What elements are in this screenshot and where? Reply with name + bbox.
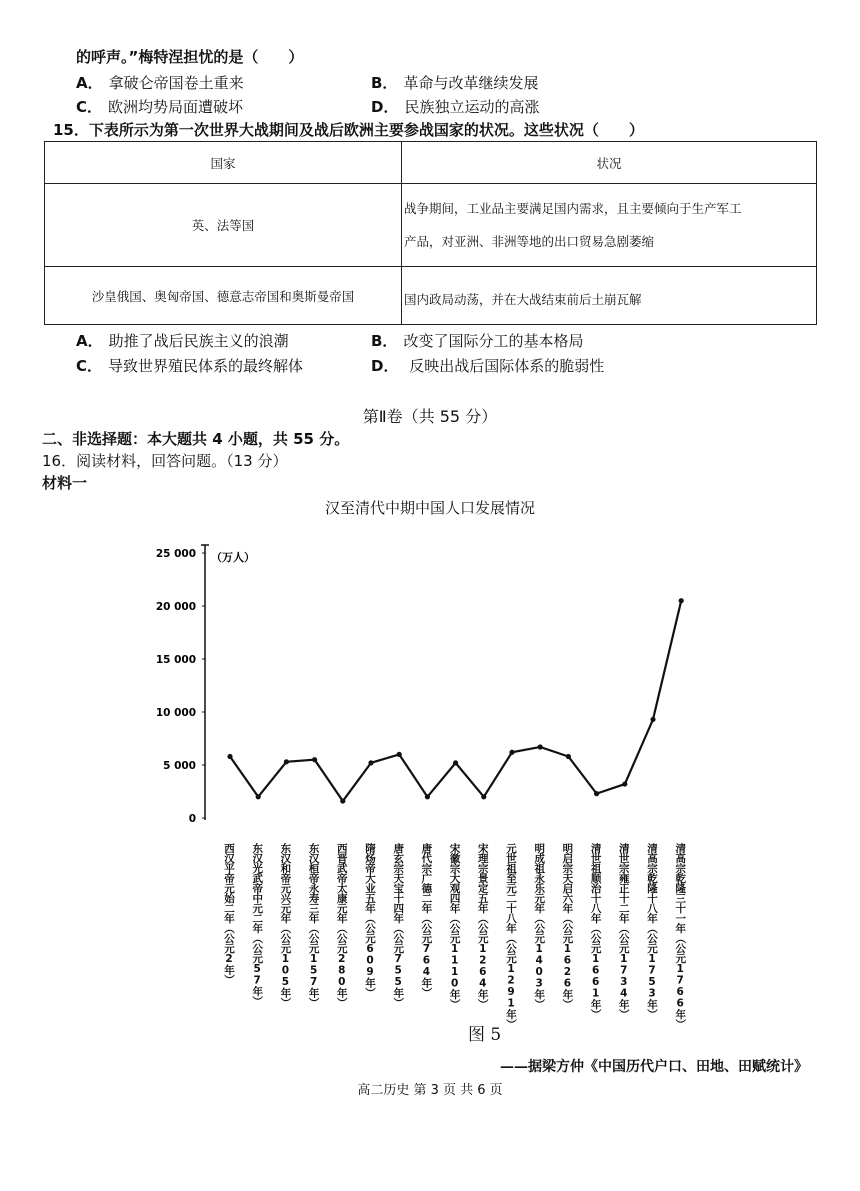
data-point: [594, 791, 599, 796]
data-point: [566, 754, 571, 759]
x-tick-label: 西晋武帝太康元年（公元280年）: [335, 843, 348, 1008]
q14-option-c[interactable]: C． 欧洲均势局面遭破坏: [76, 98, 244, 116]
source-citation: ——据梁方仲《中国历代户口、田地、田赋统计》: [500, 1059, 808, 1075]
table-cell-status: 战争期间，工业品主要满足国内需求，且主要倾向于生产军工 产品，对亚洲、非洲等地的出口贸易急剧萎缩: [402, 184, 817, 267]
x-tick-label: 东汉桓帝永寿三年（公元157年）: [307, 843, 320, 1008]
chart-title: 汉至清代中期中国人口发展情况: [324, 499, 535, 517]
data-point: [650, 717, 655, 722]
part2-heading: 二、非选择题：本大题共 4 小题，共 55 分。: [42, 430, 350, 448]
data-point: [397, 752, 402, 757]
part2-title: 第Ⅱ卷（共 55 分）: [362, 407, 498, 426]
material-label: 材料一: [42, 474, 88, 492]
q15-option-d[interactable]: D． 反映出战后国际体系的脆弱性: [371, 357, 605, 375]
x-tick-label: 东汉和帝元兴元年（公元105年）: [279, 843, 292, 1008]
q14-stem-tail: 的呼声。”梅特涅担忧的是（ ）: [76, 48, 304, 66]
y-axis-unit-label: （万人）: [211, 551, 255, 564]
q15-option-a[interactable]: A． 助推了战后民族主义的浪潮: [76, 332, 289, 350]
q14-option-b[interactable]: B． 革命与改革继续发展: [371, 74, 539, 92]
x-tick-label: 隋炀帝大业五年（公元609年）: [364, 843, 376, 998]
series-line: [230, 601, 681, 801]
q15-option-c[interactable]: C． 导致世界殖民体系的最终解体: [76, 357, 304, 375]
x-tick-label: 明成祖永乐元年（公元1403年）: [533, 843, 546, 1009]
x-tick-label: 明启宗天启六年（公元1626年）: [561, 843, 574, 1009]
q14-option-d[interactable]: D． 民族独立运动的高涨: [371, 98, 540, 116]
data-point-group: [227, 598, 683, 804]
data-point: [227, 754, 232, 759]
page-footer: 高二历史 第 3 页 共 6 页: [357, 1083, 503, 1098]
x-tick-label: 唐代宗广德二年（公元764年）: [420, 843, 433, 998]
data-point: [538, 744, 543, 749]
x-tick-label: 宋理宗景定五年（公元1264年）: [476, 843, 489, 1009]
data-point: [284, 759, 289, 764]
data-point: [425, 794, 430, 799]
x-tick-label: 元世祖至元二十八年（公元1291年）: [505, 843, 517, 1029]
data-point: [312, 757, 317, 762]
x-tick-label: 唐玄宗天宝十四年（公元755年）: [392, 843, 405, 1008]
table-header-status: 状况: [402, 142, 817, 184]
x-tick-label: 清高宗乾隆三十一年（公元1766年）: [674, 843, 687, 1029]
y-tick-label: 15 000: [155, 654, 196, 666]
data-point: [453, 760, 458, 765]
y-tick-group: [156, 548, 205, 825]
x-tick-label: 清世祖顺治十八年（公元1661年）: [589, 843, 602, 1019]
x-tick-label: 西汉平帝元始二年（公元2年）: [223, 843, 235, 985]
q14-option-a[interactable]: A． 拿破仑帝国卷土重来: [76, 74, 244, 92]
data-point: [368, 760, 373, 765]
data-point: [622, 781, 627, 786]
data-point: [679, 598, 684, 603]
data-point: [340, 798, 345, 803]
y-tick-label: 25 000: [155, 548, 196, 560]
figure-label: 图 5: [468, 1025, 502, 1045]
table-cell-country: 英、法等国: [45, 184, 402, 267]
q15-option-b[interactable]: B． 改变了国际分工的基本格局: [371, 332, 584, 350]
x-tick-label: 宋徽宗大观四年（公元1110年）: [448, 843, 461, 1009]
x-tick-label: 清高宗乾隆十八年（公元1753年）: [646, 843, 658, 1019]
data-point: [481, 794, 486, 799]
table-cell-status: 国内政局动荡，并在大战结束前后土崩瓦解: [402, 267, 817, 325]
y-tick-label: 10 000: [155, 707, 196, 719]
y-tick-label: 0: [188, 813, 196, 825]
q15-stem: 15．下表所示为第一次世界大战期间及战后欧洲主要参战国家的状况。这些状况（ ）: [53, 121, 644, 139]
x-tick-label: 东汉光武帝中元二年（公元57年）: [251, 843, 264, 1006]
data-point: [509, 750, 514, 755]
y-tick-label: 5 000: [163, 760, 196, 772]
x-tick-label: 清世宗雍正十二年（公元1734年）: [617, 843, 630, 1019]
y-tick-label: 20 000: [155, 601, 196, 613]
data-point: [256, 794, 261, 799]
table-header-country: 国家: [45, 142, 402, 184]
table-cell-country: 沙皇俄国、奥匈帝国、德意志帝国和奥斯曼帝国: [45, 267, 402, 325]
q16-stem: 16．阅读材料，回答问题。（13 分）: [42, 452, 288, 470]
